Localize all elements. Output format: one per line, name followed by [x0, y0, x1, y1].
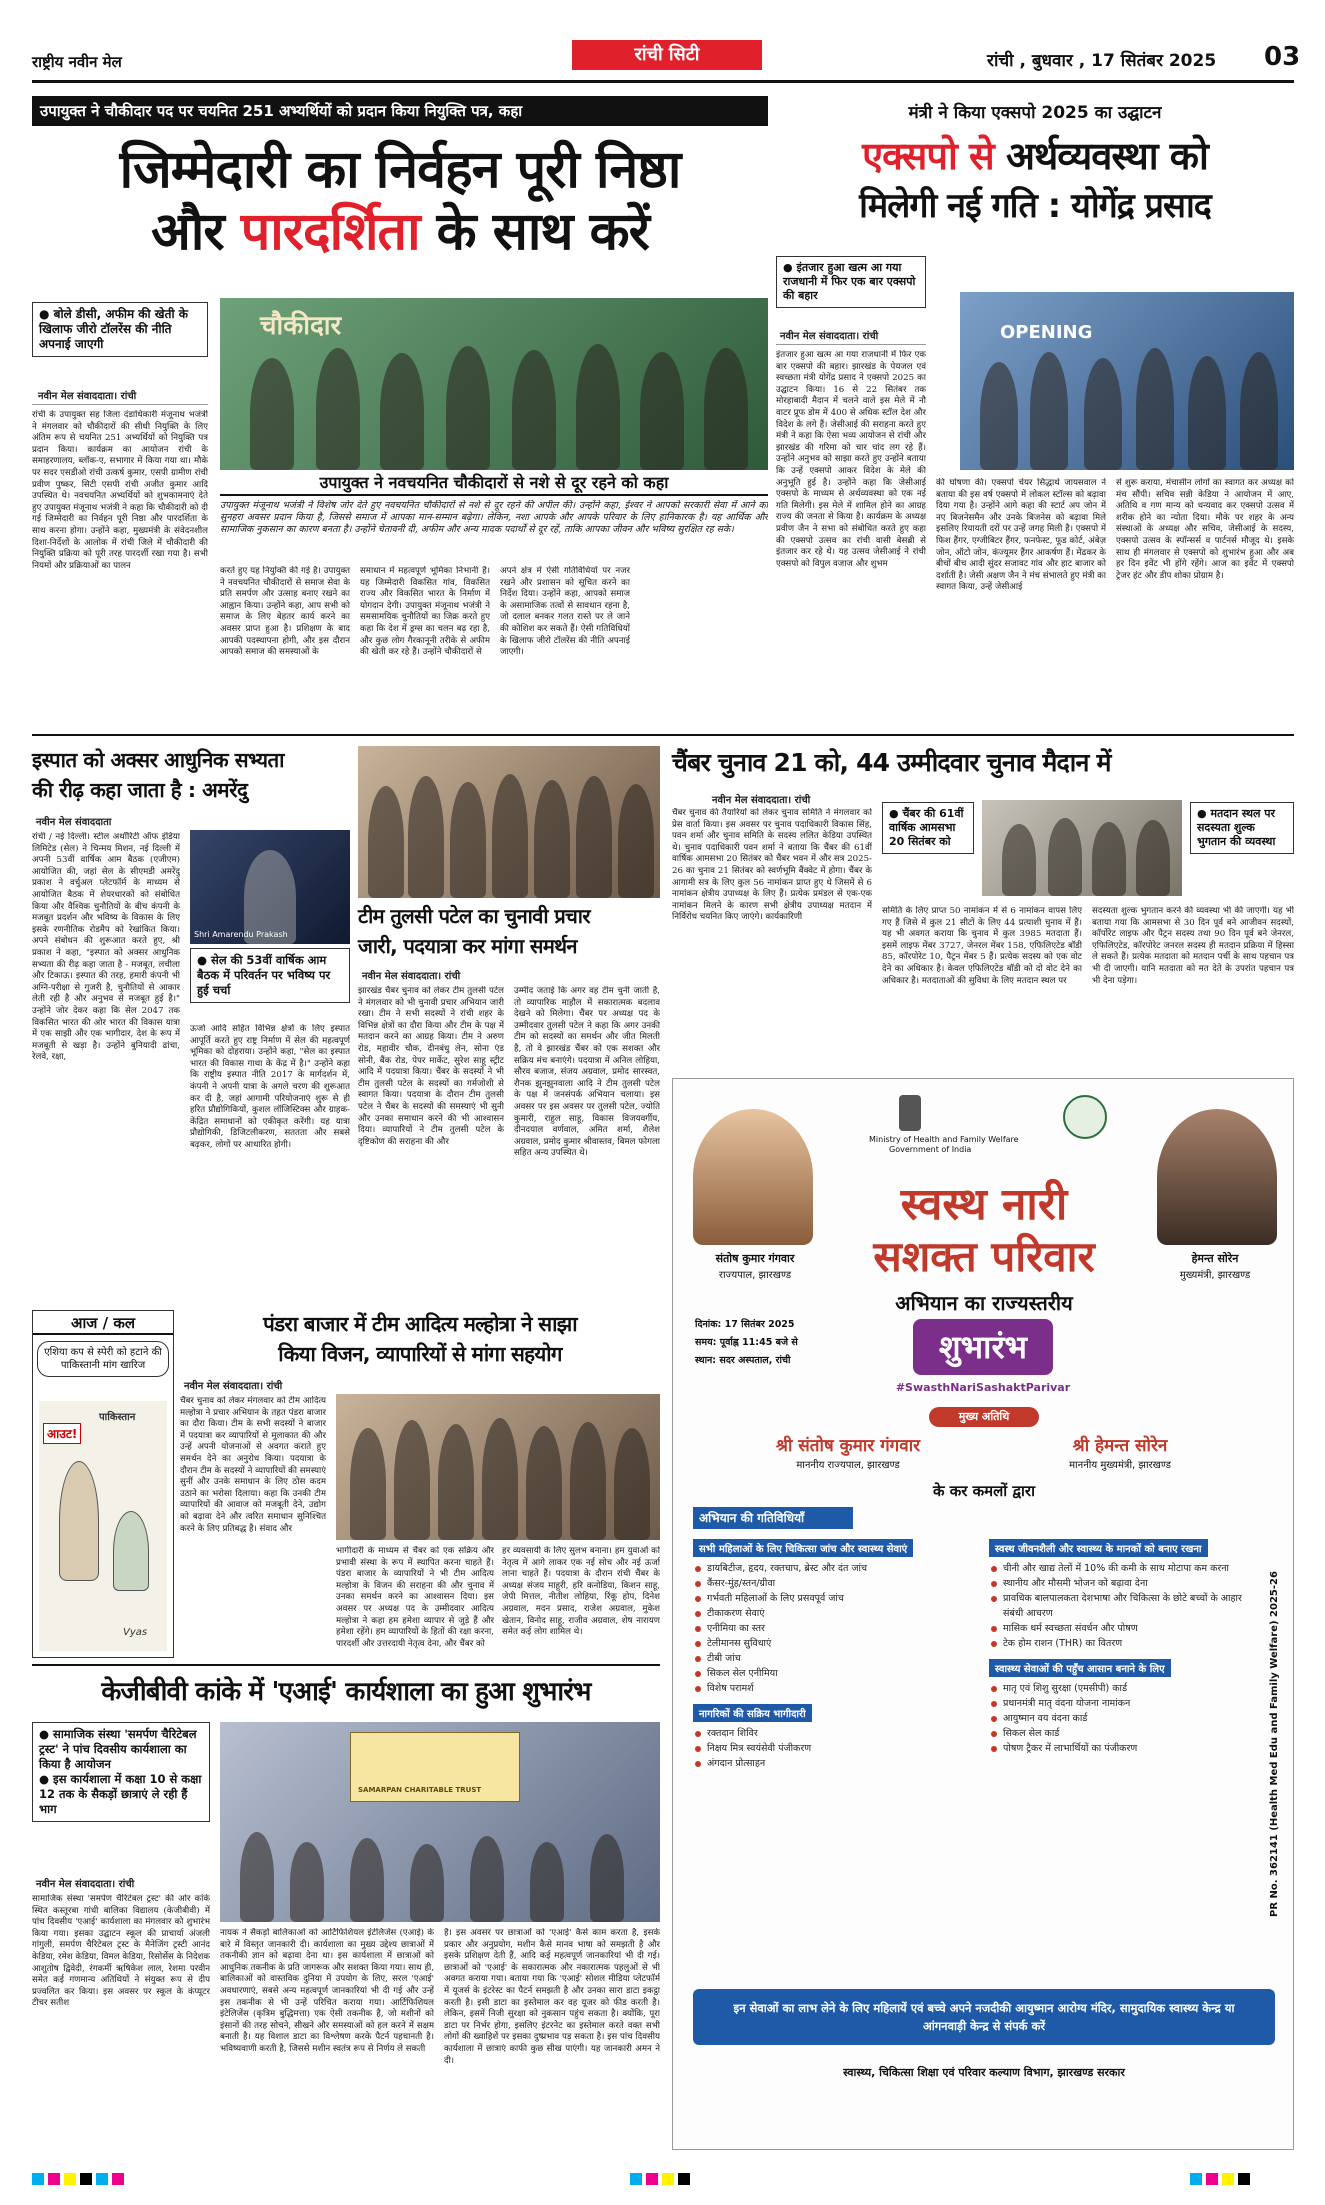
cartoon — [32, 1310, 174, 1658]
activities-title: अभियान की गतिविधियाँ — [693, 1507, 853, 1529]
cartoon-drawing — [39, 1401, 167, 1651]
paper-logo: राष्ट्रीय नवीन मेल — [32, 53, 122, 71]
page-number: 03 — [1264, 42, 1301, 72]
headline-line-1: जिम्मेदारी का निर्वहन पूरी निष्ठा — [119, 140, 681, 200]
headline-line-2: और पारदर्शिता के साथ करें — [151, 202, 649, 262]
story-column: है। इस अवसर पर छात्राओं को 'एआई' कैसे काम करता है, इसके प्रकार और अनुप्रयोग, मशीन कैसे मानव भाषा को समझती है और इसके प्रशिक्षण देती हैं, आदि कई महत्वपूर्ण जानकारियां भी दी गई। छात्राओं को 'एआई' के सकारात्मक और नकारात्मक पहलुओं से भी अवगत कराया गया। बताया गया कि 'एआई' सोशल मीडिया प्लेटफॉर्म में यूजर्स के इंटरेस्ट का पैटर्न समझती है और उनका सारा डाटा इकट्ठा करती है। इसी डाटा का इस्तेमाल कर वह यूजर को फीड करती है। लेकिन, इसमें निजी सुरक्षा को नुकसान पहुंच सकता है। क्योंकि, पूरा डाटा पर निर्भर होगा, इसलिए इंटरनेट का इस्तेमाल करते वक्त सभी लोगों की ख्वाहिशें पर इसका दुष्प्रभाव पड़ सकता है। इस पांच दिवसीय कार्यशाला में छात्राएं काफी कुछ सीख पाएंगी। यह जानकारी अमन ने दी। — [444, 1928, 660, 2066]
story-kgbv-ai — [32, 1670, 660, 2150]
story-sail — [32, 742, 350, 1302]
event-venue: स्थान: सदर अस्पताल, रांची — [695, 1355, 791, 1366]
story-column: सदस्यता शुल्क भुगतान करने की व्यवस्था भी की जाएगी। यह भी बताया गया कि आमसभा से 30 दिन पूर्व बने आजीवन सदस्यों, कॉर्पोरेट लाइफ और पैट्रन सदस्य तथा 90 दिन पूर्व बने जेनरल, एफिलिएटेड, कॉरपोरेट जनरल सदस्य ही मतदान प्रक्रिया में हिस्सा ले सकते हैं। प्रत्येक मतदाता को मतदान पर्ची के साथ पहचान पत्र भी दी जाएगी। यानि मतदाता को मत देते के उपरांत पहचान पत्र भी देना पड़ेगा। — [1092, 906, 1294, 986]
campaign-hashtag: #SwasthNariSashaktParivar — [895, 1381, 1071, 1394]
photo-banner: OPENING — [1000, 322, 1093, 343]
guest-1-title: माननीय राज्यपाल, झारखण्ड — [796, 1460, 900, 1471]
story-chowkidar — [32, 88, 768, 728]
activities-right: स्वस्थ जीवनशैली और स्वास्थ्य के मानकों को बनाए रखना चीनी और खाद्य तेलों में 10% की कमी के साथ मोटापा कम करना स्थानीय और मौसमी भोजन को बढ़ावा देना प्रावधिक बालपालकता देशभाषा और चिकित्सा के छोटे बच्चों के आहार संबंधी आचरण मासिक धर्म स्वच्छता संवर्धन और पोषण टेक होम राशन (THR) का वितरण स्वास्थ्य सेवाओं की पहुँच आसान बनाने के लिए मातृ एवं शिशु सुरक्षा (एमसीपी) कार्ड प्रधानमंत्री मातृ वंदना योजना नामांकन आयुष्मान वय वंदना कार्ड सिकल सेल कार्ड पोषण ट्रैकर में लाभार्थियों का पंजीकरण — [989, 1535, 1259, 1975]
ministry-emblem — [899, 1095, 921, 1131]
cm-title: मुख्यमंत्री, झारखण्ड — [1179, 1270, 1251, 1281]
activity-list-3: चीनी और खाद्य तेलों में 10% की कमी के साथ मोटापा कम करना स्थानीय और मौसमी भोजन को बढ़ावा देना प्रावधिक बालपालकता देशभाषा और चिकित्सा के छोटे बच्चों के आहार संबंधी आचरण मासिक धर्म स्वच्छता संवर्धन और पोषण टेक होम राशन (THR) का वितरण — [989, 1561, 1259, 1651]
bullet-icon: ● — [197, 953, 212, 967]
story-chamber-election — [672, 742, 1294, 1072]
story-photo — [960, 292, 1294, 470]
lead-paragraph: उपायुक्त मंजूनाथ भजंत्री ने विशेष जोर देते हुए नवचयनित चौकीदारों से नशे से दूर रहने की अपील की। उन्होंने कहा, ईश्वर ने आपको सरकारी सेवा में आने का सुनहरा अवसर प्रदान किया है, जिससे समाज में आपका मान-सम्मान बढ़ेगा। लेकिन, नशा आपके और आपके परिवार के लिए हानिकारक है। यह आर्थिक और सामाजिक नुकसान का कारण बनता है। उन्होंने चेतावनी दी, अफीम और अन्य मादक पदार्थों से दूर रहें, ताकि आपका जीवन और भविष्य सुरक्षित रह सके। — [220, 500, 768, 536]
cartoon-bubble: एशिया कप से स्पेरी को हटाने की पाकिस्तानी मांग खारिज — [37, 1341, 169, 1377]
activity-list-2: रक्तदान शिविर निक्षय मित्र स्वयंसेवी पंजीकरण अंगदान प्रोत्साहन — [693, 1726, 983, 1771]
headline-line-2: की रीढ़ कहा जाता है : अमरेंदु — [32, 778, 248, 802]
launch-badge: शुभारंभ — [913, 1319, 1053, 1375]
photo-label: Shri Amarendu Prakash — [194, 930, 288, 939]
byline: नवीन मेल संवाददाता — [36, 817, 112, 828]
event-time: समय: पूर्वाह्न 11:45 बजे से — [695, 1337, 798, 1348]
side-box: ● इंतजार हुआ खत्म आ गया राजधानी में फिर एक बार एक्सपो की बहार — [776, 256, 926, 308]
story-photo — [336, 1394, 660, 1540]
activity-list-4: मातृ एवं शिशु सुरक्षा (एमसीपी) कार्ड प्रधानमंत्री मातृ वंदना योजना नामांकन आयुष्मान वय वंदना कार्ड सिकल सेल कार्ड पोषण ट्रैकर में लाभार्थियों का पंजीकरण — [989, 1681, 1259, 1756]
pr-number: PR No. 362141 (Health Med Edu and Family Welfare) 2025-26 — [1269, 1571, 1280, 1917]
byline: नवीन मेल संवाददाता। रांची — [38, 391, 137, 402]
headline: केजीबीवी कांके में 'एआई' कार्यशाला का हुआ शुभारंभ — [101, 1677, 591, 1707]
cartoon-sign: आउट! — [43, 1423, 81, 1444]
story-column: झारखंड चैंबर चुनाव को लेकर टीम तुलसी पटेल ने मंगलवार को भी चुनावी प्रचार अभियान जारी रखा। टीम ने सभी सदस्यों ने रांची शहर के विभिन्न क्षेत्रों का दौरा किया और टीम के पक्ष में मतदान करने का आग्रह किया। टीम ने अरुण रोड, महावीर चौक, दीनबंधु लेन, सोना एंड सोनी, बैंक रोड, पेपर मार्केट, सुरेश साहू स्ट्रीट आदि में पदयात्रा किया। चैंबर के सदस्यों ने भी टीम तुलसी पटेल के सदस्यों का गर्मजोशी से स्वागत किया। पदयात्रा के दौरान टीम तुलसी पटेल ने चैंबर के सदस्यों की समस्याएं भी सुनी और उनका समाधान करने की भी आश्वासन दिया। व्यापारियों ने टीम तुलसी पटेल के दृष्टिकोण की सराहना की और — [358, 986, 504, 1147]
bullet-icon: ● — [39, 1772, 54, 1786]
story-column: भागीदारी के माध्यम से चैंबर को एक सक्रिय और प्रभावी संस्था के रूप में स्थापित करना चाहते हैं। पंडरा बाजार के व्यापारियों ने भी टीम आदित्य मल्होत्रा के विजन की सराहना की और चुनाव में उनका समर्थन करने का आश्वासन दिया। इस अवसर पर अध्यक्ष पद के उम्मीदवार आदित्य मल्होत्रा ने कहा हम हमेशा व्यापार से जुड़े हैं और हमेशा रहेंगे। हम व्यापारियों के हितों की रक्षा करना, पारदर्शी और उत्तरदायी नेतृत्व देना, और चैंबर को — [336, 1546, 494, 1649]
ad-footer: स्वास्थ्य, चिकित्सा शिक्षा एवं परिवार कल्याण विभाग, झारखण्ड सरकार — [843, 2066, 1125, 2079]
print-color-bar — [630, 2170, 694, 2189]
story-column: से शुरू कराया, मंचासीन लोगों का स्वागत कर अध्यक्ष को मंच सौंपी। सचिव सन्नी केडिया ने आयोजन में आए, अतिथि व गण मान्य को धन्यवाद कर एक्सपो उत्सव में शरीक होने का न्योता दिया। मौके पर शहर के अन्य संस्थाओं के अध्यक्ष और सचिव, जेसीआई के सदस्य, एक्सपो उत्सव के स्पॉन्सर्स व पार्टनर्स मौजूद थे। इसके साथ ही मंगलवार से एक्सपो को शुभारंभ हुआ और अब हर दिन इवेंट भी होंगे रहेंगे। आज का इवेंट में एक्सपो ट्रेजर हंट और डीप शोका प्रोग्राम है। — [1116, 478, 1294, 581]
side-box: ● चैंबर की 61वीं वार्षिक आमसभा 20 सितंबर को — [882, 802, 974, 854]
print-color-bar — [1190, 2170, 1254, 2189]
guest-2-title: माननीय मुख्यमंत्री, झारखण्ड — [1069, 1460, 1171, 1471]
kicker: उपायुक्त ने चौकीदार पद पर चयनित 251 अभ्यर्थियों को प्रदान किया नियुक्ति पत्र, कहा — [32, 96, 768, 126]
campaign-subtitle: अभियान का राज्यस्तरीय — [895, 1291, 1073, 1315]
headline-line-1: इस्पात को अक्सर आधुनिक सभ्यता — [32, 748, 284, 772]
byline: नवीन मेल संवाददाता। रांची — [362, 971, 461, 982]
headline-line-2: मिलेगी नई गति : योगेंद्र प्रसाद — [859, 186, 1211, 226]
story-photo — [982, 800, 1182, 896]
cartoon-label: आज / कल — [33, 1311, 173, 1335]
side-box: ● सामाजिक संस्था 'समर्पण चैरिटेबल ट्रस्ट' ने पांच दिवसीय कार्यशाला का किया है आयोजन ● इस कार्यशाला में कक्षा 10 से कक्षा 12 तक के सैकड़ों छात्राएं ले रही हैं भाग — [32, 1722, 210, 1822]
masthead — [32, 40, 1301, 80]
state-emblem — [1063, 1095, 1107, 1139]
byline: नवीन मेल संवाददाता। रांची — [184, 1381, 283, 1392]
story-column: सामाजिक संस्था 'समर्पण चैरिटेबल ट्रस्ट' की ओर कांके स्थित कस्तूरबा गांधी बालिका विद्यालय (केजीबीवी) में पांच दिवसीय 'एआई' कार्यशाला का मंगलवार को शुभारंभ किया गया। इसका उद्घाटन स्कूल की प्राचार्या अंजली गांगुली, समर्पण चैरिटेबल ट्रस्ट के मैनेजिंग ट्रस्टी आनंद केडिया, रमेश केडिया, विमल केडिया, रिसोर्सेस के निदेशक आशुतोष द्विवेदी, रंगकर्मी ऋषिकेश लाल, रेशमा परवीन समेत कई गणमान्य अतिथियों ने संयुक्त रूप से दीप प्रज्वलित कर किया। इस अवसर पर स्कूल के कंप्यूटर टीचर सतीश — [32, 1894, 210, 2009]
guest-2-name: श्री हेमन्त सोरेन — [1072, 1436, 1168, 1456]
story-column: रांची / नई दिल्ली। स्टील अथॉरिटी ऑफ इंडिया लिमिटेड (सेल) ने चिन्मय मिशन, नई दिल्ली में अपनी 53वीं वार्षिक आम बैठक (एजीएम) आयोजित की, जहां सेल के सीएमडी अमरेंदु प्रकाश ने वर्चुअल प्लेटफॉर्म के माध्यम से आयोजित बैठक में शेयरधारकों को संबोधित किया और वैश्विक चुनौतियों के बीच कंपनी के मजबूत प्रदर्शन और भविष्य के विकास के लिए इसके रणनीतिक रोडमैप को रेखांकित किया। अपने संबोधन की शुरूआत करते हुए, श्री प्रकाश ने कहा, "इस्पात को अक्सर आधुनिक सभ्यता की रीढ़ कहा जाता है - मजबूत, लचीला और टिकाऊ। इस्पात की तरह, हमारी कंपनी भी अग्नि-परीक्षा से गुजरी है, चुनौतियों से आकार लेती रही है और अनुभव से मजबूत हुई है।" उन्होंने जोर देकर कहा कि सेल 2047 तक विकसित भारत की ओर भारत की विकास यात्रा में एक साझी और एक भागीदार, देश के रूप में मजबूती से खड़ा है। उन्होंने बुनियादी ढांचा, रेलवे, रक्षा, — [32, 832, 180, 1063]
side-box: ● सेल की 53वीं वार्षिक आम बैठक में परिवर्तन पर भविष्य पर हुई चर्चा — [190, 948, 350, 1003]
story-column: नायक ने सैकड़ों बालिकाओं को आर्टिफिशियल इंटेलिजेंस (एआई) के बारे में विस्तृत जानकारी दी। कार्यशाला का मुख्य उद्देश्य छात्राओं में तकनीकी ज्ञान को बढ़ावा देना था। इस कार्यशाला में छात्राओं को आधुनिक तकनीक के प्रति जागरूक और सशक्त किया गया। साथ ही, बालिकाओं को वास्तविक दुनिया में उपयोग के लिए, सरल 'एआई' अवधारणाएं, सबसे अन्य महत्वपूर्ण जानकारियां भी दी गई और उन्हें इस तकनीक से भी उन्हें परिचित कराया गया। आर्टिफिशियल इंटेलिजेंस (कृत्रिम बुद्धिमत्ता) एक ऐसी तकनीक है, जो मशीनों को इंसानों की तरह सोचने, सीखने और समस्याओं को हल करने में सक्षम बनाती है। यह विशाल डाटा का विश्लेषण करके पैटर्न पहचानती है। भविष्यवाणी करती है, जिससे मशीन स्वतंत्र रूप से निर्णय ले सकती — [220, 1928, 434, 2054]
cm-photo — [1157, 1109, 1277, 1245]
story-column: रांची के उपायुक्त सह जिला दंडाधिकारी मंजूनाथ भजंत्री ने मंगलवार को चौकीदारों की सीधी नियुक्ति के लिए अंतिम रूप से चयनित 251 अभ्यर्थियों को नियुक्ति पत्र प्रदान किया। कार्यक्रम का आयोजन रांची के समाहरणालय, ब्लॉक-ए, सभागार में किया गया था। मौके पर सदर एसडीओ रांची उत्कर्ष कुमार, एसपी ग्रामीण रांची प्रवीण पुष्कर, सिटी एसपी रांची अजीत कुमार आदि उपस्थित थे। नवचयनित अभ्यर्थियों को शुभकामनाएं देते हुए उपायुक्त मंजूनाथ भजंत्री ने कहा कि चौकीदारी को दी गई जिम्मेदारी का निर्वहन पूरी निष्ठा और पारदर्शिता के साथ करना होगा। उन्होंने कहा, मुख्यमंत्री के संवेदनशील दिशा-निर्देशों के आलोक में रांची जिले में चौकीदारी की नियुक्ति प्रक्रिया को पूरी तरह पारदर्शी रखा गया है। सभी नियमों और प्रक्रियाओं का पालन — [32, 410, 208, 571]
story-column: हर व्यवसायी के लिए सुलभ बनाना। हम युवाओं को नेतृत्व में आगे लाकर एक नई सोच और नई ऊर्जा लाना चाहते हैं। पदयात्रा के दौरान रांची चैंबर के अध्यक्ष संजय माहुरी, हरि कनोडिया, किशन साहू, जेपी मित्तल, नीतीश लोहिया, रिंकू होप, दिनेश अग्रवाल, मदन प्रसाद, राजेश अग्रवाल, मुकेश खेतान, विनोद साहू, राजीव अग्रवाल, शेष नारायण समेत कई लोग शामिल थे। — [502, 1546, 660, 1638]
chief-guest-label: मुख्य अतिथि — [929, 1407, 1039, 1427]
dateline: रांची , बुधवार , 17 सितंबर 2025 — [987, 51, 1217, 71]
story-column: उम्मीद जताई कि अगर वह टीम चुनी जाती है, तो व्यापारिक माहौल में सकारात्मक बदलाव देखने को मिलेगा। चैंबर पर अध्यक्ष पद के उम्मीदवार तुलसी पटेल ने कहा कि अगर उनकी टीम को सदस्यों का समर्थन और जीत मिलती है, तो वे झारखंड चैंबर को एक सशक्त और सक्रिय मंच बनाएंगे। पदयात्रा में अनिल लोहिया, सौरव बजाज, संजय अग्रवाल, प्रमोद सारस्वत, रौनक झुनझुनवाला आदि ने टीम तुलसी पटेल के पक्ष में जनसंपर्क अभियान चलाया। इस अवसर पर इस अवसर पर तुलसी पटेल, ज्योति कुमारी, राहुल साहू, विकास विजयवर्गीय, दीनदयाल वर्णवाल, अमित शर्मा, शैलेश अग्रवाल, प्रमोद कुमार श्रीवास्तव, बिमल फोगला सहित अन्य उपस्थित थे। — [514, 986, 660, 1159]
bullet-icon: ● — [889, 807, 903, 820]
campaign-title-2: सशक्त परिवार — [873, 1232, 1095, 1281]
story-column: की घोषणा की। एक्सपो चेयर सिद्धार्थ जायसवाल ने बताया की इस वर्ष एक्सपो में लोकल स्टॉल्स को बढ़ावा दिया गया है। उन्होंने आगे कहा की स्टार्ट अप जोन में नए बिजनेसमैन और उनके बिजनेस को बढ़ावा मिले इसलिए रियायती दरों पर उन्हें जगह मिली है। एक्सपो में फिश हैंगर, एग्जीबिटर हैंगर, फनफेस्ट, फूड कोर्ट, अंबेज़ जोन, ऑटो जोन, कंज्यूमर हैंगर आकर्षण हैं। मेंढकर के बीचों बीच आदी सुंदर सजावट गांव और हाट बाजार को दर्शाती है। जेसी अक्षण जैन ने मंच संभालते हुए मंत्री का स्वागत किया, उन्हें जेसीआई — [936, 478, 1106, 593]
headline-line-1: पंडरा बाजार में टीम आदित्य मल्होत्रा ने साझा — [263, 1312, 577, 1336]
event-date: दिनांक: 17 सितंबर 2025 — [695, 1319, 795, 1330]
cm-name: हेमन्त सोरेन — [1191, 1252, 1239, 1265]
headline-line-2: किया विजन, व्यापारियों से मांगा सहयोग — [278, 1342, 562, 1366]
story-photo — [220, 1722, 660, 1922]
health-campaign-ad — [672, 1078, 1294, 2150]
by-hands-label: के कर कमलों द्वारा — [933, 1482, 1035, 1500]
headline-line-1: एक्सपो से अर्थव्यवस्था को — [862, 134, 1208, 178]
bullet-icon: ● — [1197, 807, 1211, 820]
headline-line-1: टीम तुलसी पटेल का चुनावी प्रचार — [358, 904, 590, 928]
story-column: समाधान में महत्वपूर्ण भूमिका निभानी है। यह जिम्मेदारी विकसित गांव, विकसित राज्य और विकसित भारत के निर्माण में योगदान देगी। उपायुक्त मंजूनाथ भजंत्री ने समसामयिक चुनौतियों का जिक्र करते हुए कहा कि देश में ड्रग्स का चलन बढ़ रहा है, और कुछ लोग गैरकानूनी तरीके से अफीम की खेती कर रहे हैं। उन्होंने चौकीदारों से — [360, 566, 490, 658]
photo-banner: चौकीदार — [260, 311, 342, 341]
story-column: चैंबर चुनाव को लेकर मंगलवार को टीम आदित्य मल्होत्रा ने प्रचार अभियान के तहत पंडरा बाजार का दौरा किया। टीम के सभी सदस्यों ने बाजार में पदयात्रा कर व्यापारियों से मुलाकात की और उन्हें अपनी योजनाओं से अवगत कराते हुए समर्थन देने का अनुरोध किया। पदयात्रा के दौरान टीम के सदस्यों ने व्यापारियों की समस्याएं सुनीं और उनके समाधान के लिए ठोस कदम उठाने का भरोसा दिलाया। कहा कि उनकी टीम व्यापारियों की आवाज को मजबूती देने, उद्योग को बढ़ावा देने और त्वरित समाधान सुनिश्चित करने के लिए प्रतिबद्ध है। संवाद और — [180, 1396, 326, 1534]
governor-title: राज्यपाल, झारखण्ड — [718, 1270, 792, 1281]
cartoon-board: पाकिस्तान — [99, 1412, 136, 1423]
governor-name: संतोष कुमार गंगवार — [715, 1252, 795, 1265]
story-pandra-bazar — [180, 1310, 660, 1658]
campaign-title-1: स्वस्थ नारी — [900, 1179, 1068, 1230]
call-to-action: इन सेवाओं का लाभ लेने के लिए महिलायें एवं बच्चे अपने नजदीकी आयुष्मान आरोग्य मंदिर, सामुदायिक स्वास्थ्य केन्द्र या आंगनवाड़ी केन्द्र से संपर्क करें — [693, 1989, 1275, 2045]
ministry-label: Ministry of Health and Family Welfare — [869, 1135, 1019, 1144]
story-expo — [776, 88, 1294, 728]
story-photo — [220, 298, 768, 470]
side-box: ● बोले डीसी, अफीम की खेती के खिलाफ जीरो टॉलरेंस की नीति अपनाई जाएगी — [32, 302, 208, 357]
side-box: ● मतदान स्थल पर सदस्यता शुल्क भुगतान की व्यवस्था — [1190, 802, 1294, 854]
guest-1-name: श्री संतोष कुमार गंगवार — [775, 1436, 921, 1456]
govt-label: Government of India — [889, 1145, 972, 1154]
kicker: मंत्री ने किया एक्सपो 2025 का उद्घाटन — [908, 103, 1162, 123]
activities-left: सभी महिलाओं के लिए चिकित्सा जांच और स्वास्थ्य सेवाएं डायबिटीज, हृदय, रक्तचाप, ब्रेस्ट और दंत जांच कैंसर-मुंह/स्तन/ग्रीवा गर्भवती महिलाओं के लिए प्रसवपूर्व जांच टीकाकरण सेवाएं एनीमिया का स्तर टेलीमानस सुविधाएं टीबी जांच सिकल सेल एनीमिया विशेष परामर्श नागरिकों की सक्रिय भागीदारी रक्तदान शिविर निक्षय मित्र स्वयंसेवी पंजीकरण अंगदान प्रोत्साहन — [693, 1535, 983, 1975]
bullet-icon: ● — [783, 261, 797, 274]
photo-caption: उपायुक्त ने नवचयनित चौकीदारों से नशे से दूर रहने को कहा — [220, 470, 768, 496]
story-column: समिति के लिए प्राप्त 50 नामांकन में से 6 नामांकन वापस लिए गए हैं जिसे में कुल 21 सीटों के लिए 44 प्रत्याशी चुनाव में हैं। यह भी अवगत कराया कि चुनाव में कुल 3985 मतदाता हैं। इसमें लाइफ मेंबर 3727, जेनरल मेंबर 158, एफिलिएटेड बॉडी 85, कॉरपोरेट 10, पैट्रन मेंबर 5 हैं। प्रत्येक सदस्य को एक वोट देने का अधिकार है। केवल एफिलिएटेड बॉडी को दो वोट देने का अधिकार है। मतदाताओं की सुविधा के लिए मतदान स्थल पर — [882, 906, 1082, 986]
cartoon-signature: Vyas — [123, 1627, 148, 1638]
story-tulsi-patel — [358, 742, 660, 1302]
byline: नवीन मेल संवाददाता। रांची — [780, 331, 879, 342]
story-column: करते हुए यह नियुक्ति की गई है। उपायुक्त ने नवचयनित चौकीदारों से समाज सेवा के प्रति समर्पण और उत्साह बनाए रखने का आह्वान किया। उन्होंने कहा, आप सभी को समाज के लिए बेहतर कार्य करने का अवसर प्राप्त हुआ है। प्रशिक्षण के बाद आपकी पदस्थापना होगी, और इस दौरान आपको समाज की समस्याओं के — [220, 566, 350, 658]
story-column: इंतजार हुआ खत्म आ गया राजधानी में फिर एक बार एक्सपो की बहार। झारखंड के पेयजल एवं स्वच्छता मंत्री योगेंद्र प्रसाद ने एक्सपो 2025 का उद्घाटन किया। 16 से 22 सितंबर तक मोरहाबादी मैदान में चलने वाले इस मेले में नौ वाटर प्रूफ डोम में 400 से अधिक स्टॉल देश और विदेश के लगे हैं। जेसीआई की सराहना करते हुए मंत्री ने कहा कि ऐसा भव्य आयोजन से रांची और झारखंड की गरिमा को चार चांद लग रहे हैं। उन्होंने अनुभव को साझा करते हुए उन्होंने बताया कि उन्हें एक्सपो आकर विदेश के मेले की अनुभूति हुई है। उन्होंने कहा कि जेसीआई एक्सपो के माध्यम से अर्थव्यवस्था को एक नई गति मिलेगी। इस मेले में शामिल होने का आग्रह राज्य की जनता से किया है। कार्यक्रम के अध्यक्ष प्रवीण जैन ने सभा को संबोधित करते हुए कहा की एक्सपो उत्सव का रांची वासी बेसब्री से इंतजार कर रहे थे। यह उत्सव जेसीआई ने रांची एक्सपो को विपुल वजाज और शुभम — [776, 350, 926, 569]
edition-tab: रांची सिटी — [572, 40, 762, 70]
headline: चैंबर चुनाव 21 को, 44 उम्मीदवार चुनाव मैदान में — [672, 748, 1111, 777]
photo-banner: SAMARPAN CHARITABLE TRUST — [358, 1786, 482, 1794]
bullet-icon: ● — [39, 307, 54, 321]
governor-photo — [693, 1109, 813, 1245]
story-photo — [190, 830, 350, 944]
story-column: ऊर्जा आदि सहित विभिन्न क्षेत्रों के लिए इस्पात आपूर्ति करते हुए राष्ट्र निर्माण में सेल की महत्वपूर्ण भूमिका को दोहराया। उन्होंने कहा, "सेल का इस्पात भारत की विकास गाथा के केंद्र में है।" उन्होंने कहा कि राष्ट्रीय इस्पात नीति 2017 के मार्गदर्शन में, कंपनी ने अपनी यात्रा के अगले चरण की शुरूआत कर दी है, जहां आगामी परियोजनाएं शुरू से ही हरित प्रौद्योगिकियों, कुशल लॉजिस्टिक्स और ग्राहक-केंद्रित समाधानों को एकीकृत करेंगी। यह यात्रा प्रौद्योगिकी, डिजिटलीकरण, सततता और सबसे बढ़कर, लोगों पर आधारित होगी। — [190, 1024, 350, 1150]
story-column: चैंबर चुनाव की तैयारियों को लेकर चुनाव समिति ने मंगलवार को प्रेस वार्ता किया। इस अवसर पर चुनाव पदाधिकारी विकास सिंह, पवन शर्मा और चुनाव समिति के सदस्य ललित केडिया उपस्थित थे। चुनाव पदाधिकारी पवन शर्मा ने बताया कि चैंबर की 61वीं वार्षिक आमसभा 20 सितंबर को चैंबर भवन में और सत्र 2025-26 का चुनाव 21 सितंबर को स्वर्णभूमि बैंक्वेट में होगा। चैंबर के आगामी सत्र के लिए कुल 56 नामांकन प्राप्त हुए थे जिसमें से 6 नामांकन क्षेत्रीय उपाध्यक्ष के लिए हैं। प्रत्येक प्रमंडल से एक-एक नामांकन मिलने के कारण सभी क्षेत्रीय उपाध्यक्ष मतदान में निर्विरोध चयनित किए जाएंगे। कार्यकारिणी — [672, 808, 872, 923]
bullet-icon: ● — [39, 1727, 54, 1741]
headline-line-2: जारी, पदयात्रा कर मांगा समर्थन — [358, 934, 577, 958]
byline: नवीन मेल संवाददाता। रांची — [712, 795, 811, 806]
story-column: अपने क्षेत्र में ऐसी गतिविधियों पर नजर रखने और प्रशासन को सूचित करने का निर्देश दिया। उन्होंने कहा, आपको समाज के असामाजिक तत्वों से सावधान रहना है, जो दलाल बनकर गलत रास्ते पर ले जाने की कोशिश कर सकते हैं। ऐसी गतिविधियों के खिलाफ जीरो टॉलरेंस की नीति अपनाई जाएगी। — [500, 566, 630, 658]
story-photo — [358, 746, 660, 898]
print-color-bar — [32, 2170, 128, 2189]
activity-list-1: डायबिटीज, हृदय, रक्तचाप, ब्रेस्ट और दंत जांच कैंसर-मुंह/स्तन/ग्रीवा गर्भवती महिलाओं के लिए प्रसवपूर्व जांच टीकाकरण सेवाएं एनीमिया का स्तर टेलीमानस सुविधाएं टीबी जांच सिकल सेल एनीमिया विशेष परामर्श — [693, 1561, 983, 1696]
byline: नवीन मेल संवाददाता। रांची — [36, 1879, 135, 1890]
